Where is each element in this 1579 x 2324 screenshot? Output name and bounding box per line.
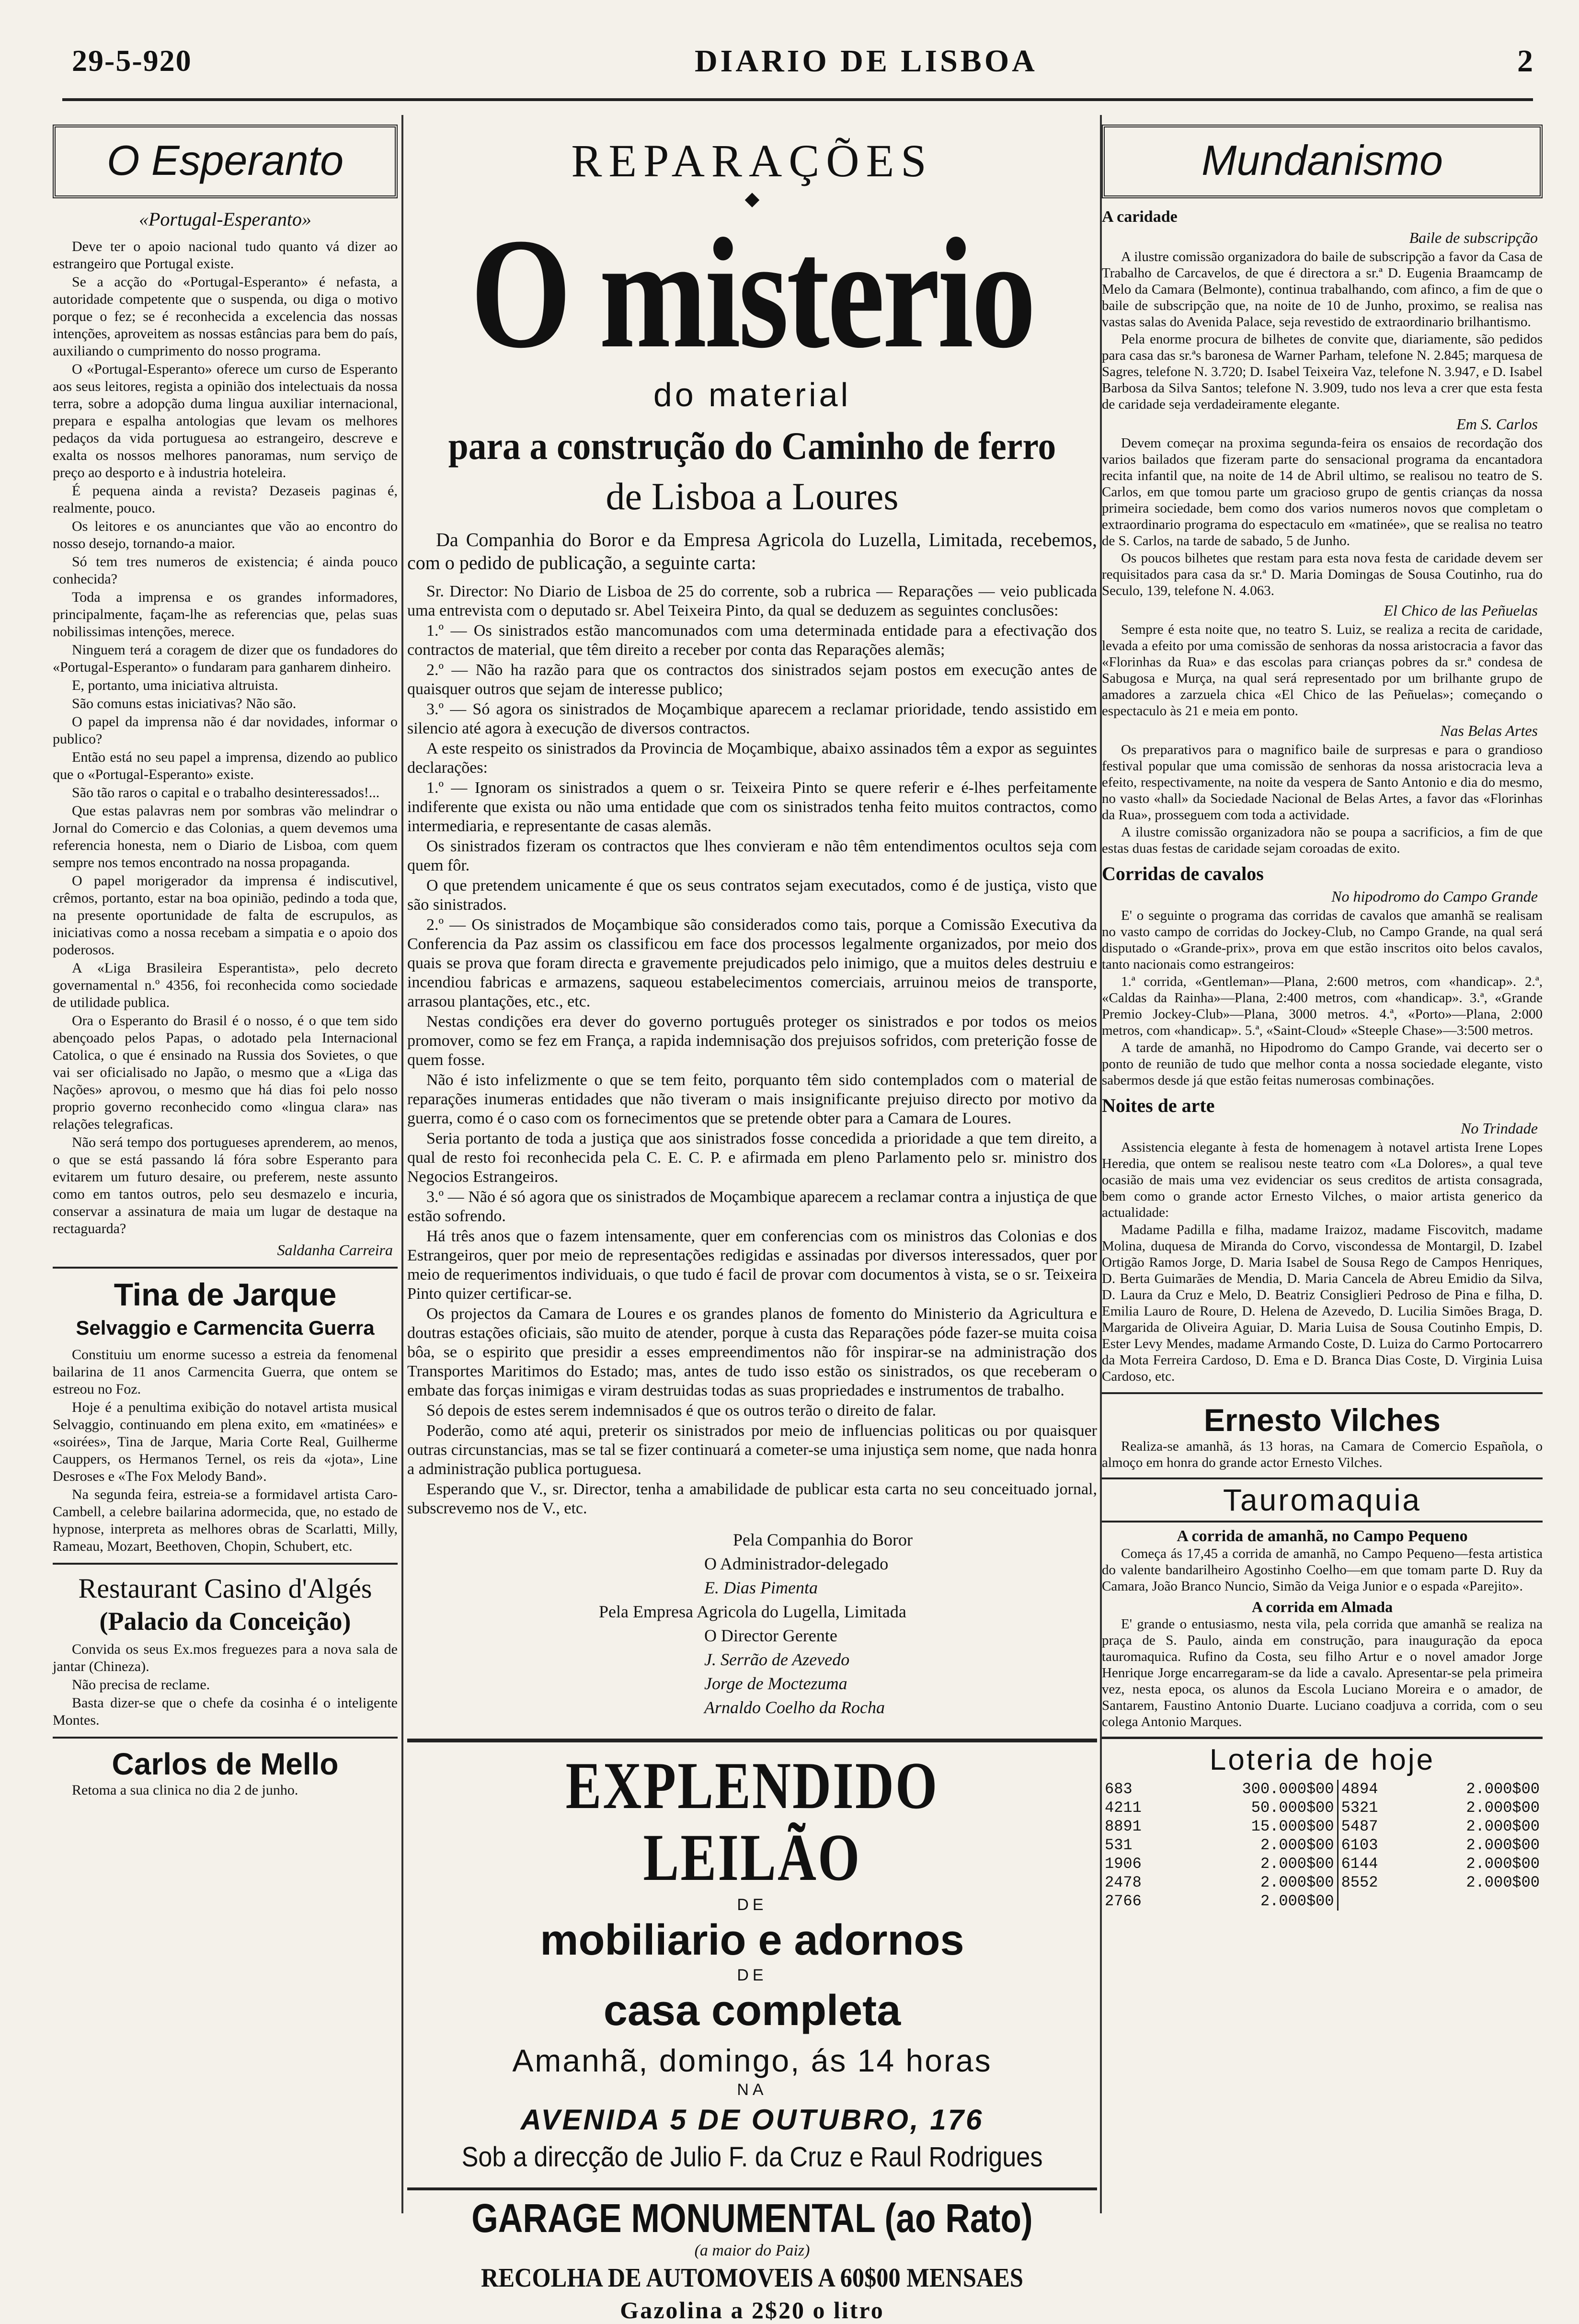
signature-line: J. Serrão de Azevedo (704, 1650, 850, 1669)
ticket-number: 8891 (1105, 1818, 1142, 1835)
masthead (72, 34, 1533, 86)
auction-title: EXPLENDIDO LEILÃO (565, 1749, 939, 1895)
section-title: Noites de arte (1102, 1095, 1215, 1116)
caridade-article (1102, 249, 1543, 412)
paragraph: Não será tempo dos portugueses aprenderem, ao menos, o que se está passando lá fóra sobre Esperanto para evitarem um futuro desaire, ou preferem, neste assunto como em tantos outros, pelo seu desmazelo e incuria, conservar a assinatura de maia um lugar de destaque na rectaguarda? (53, 1134, 398, 1236)
auction-date: Amanhã, domingo, ás 14 horas (512, 2043, 992, 2078)
issue-date: 29-5-920 (72, 44, 192, 78)
paragraph: São comuns estas iniciativas? Não são. (72, 696, 297, 711)
paragraph: Não precisa de reclame. (72, 1677, 210, 1693)
paragraph: São tão raros o capital e o trabalho desinteressados!... (72, 785, 380, 801)
paragraph: 1.ª corrida, «Gentleman»—Plana, 2:600 metros, com «handicap». 2.ª, «Caldas da Rainha»—Plana, 2:400 metros, com «handicap». 3.ª, «Grande Premio Jockey-Club»—Plana, 3000 metros. 4.ª, «Porto»—Plana, 2:000 metros, com «handicap». 5.ª, «Saint-Cloud» «Steeple Chase»—3:500 metros. (1102, 974, 1543, 1038)
signature-line: Pela Empresa Agricola do Lugella, Limitada (599, 1602, 906, 1621)
paragraph: Se a acção do «Portugal-Esperanto» é nefasta, a autoridade competente que o suspenda, ou diga o motivo porque o fez; se é reconhecida a excelencia das nossas intenções, aproveitem as nossas estâncias para bem do país, auxiliando o cumprimento do nosso programa. (53, 274, 398, 359)
paragraph: Esperando que V., sr. Director, tenha a amabilidade de publicar esta carta no seu conceituado jornal, subscrevemo nos de V., etc. (407, 1480, 1097, 1517)
column-divider (401, 115, 403, 2213)
section-title: A caridade (1102, 208, 1178, 226)
loteria-row (1102, 1892, 1543, 1911)
letter-body (407, 582, 1097, 1518)
paragraph: A este respeito os sinistrados da Provincia de Moçambique, abaixo assinados têm a expor as seguintes declarações: (407, 740, 1097, 777)
paragraph: Seria portanto de toda a justiça que aos sinistrados fosse concedida a prioridade a que tem direito, a qual de resto foi reconhecida pela C. E. C. P. e afirmada em pleno Parlamento pelo sr. ministro dos Negocios Estrangeiros. (407, 1130, 1097, 1186)
section-subtitle: El Chico de las Peñuelas (1384, 602, 1538, 619)
paragraph: O papel morigerador da imprensa é indiscutivel, crêmos, portanto, estar na boa opinião, pedindo a toda que, na presente oportunidade de falta de escrupulos, as iniciativas como a nossa recebam a simpatia e o apoio dos poderosos. (53, 873, 398, 958)
paragraph: O que pretendem unicamente é que os seus contratos sejam executados, como é de justiça, visto que são sinistrados. (407, 877, 1097, 914)
paragraph: O «Portugal-Esperanto» oferece um curso de Esperanto aos seus leitores, regista a opinião dos intelectuais da nossa terra, sobre a adopção duma lingua auxiliar internacional, prepara e espalha antologias que levam os melhores pedaços da vida portuguesa ao estrangeiro, descreve e exalta os nossos melhores panoramas, num serviço de preço ao desporto e à industria hoteleira. (53, 361, 398, 481)
ticket-number: 8552 (1341, 1874, 1378, 1891)
paragraph: Toda a imprensa e os grandes informadores, principalmente, façam-lhe as referencias que, pelas suas nobilissimas intenções, merece. (53, 589, 398, 640)
loteria-table (1102, 1780, 1543, 1911)
garage-title: GARAGE MONUMENTAL (ao Rato) (471, 2196, 1033, 2241)
ticket-number: 1906 (1105, 1855, 1142, 1873)
paragraph: Poderão, como até aqui, preterir os sinistrados por meio de influencias politicas ou por quaisquer outras circunstancias, mas se tal se fizer continuará a cometer-se uma injustiça sem nome, que nada honra a administração publica portuguesa. (407, 1422, 1097, 1478)
tauromaquia-text: E' grande o entusiasmo, nesta vila, pela corrida que amanhã se realiza na praça de S. Paulo, ainda em construção, para inauguração da epoca tauromaquica. Rufino da Costa, seu filho Artur e o novel amador Jorge Henrique Jorge encarregaram-se da lide a cavalo. Apresentar-se pela primeira vez, nesta epoca, os alunos da Escola Luciano Moreira e o amador, de Santarem, Faustino Antonio Duarte. Luciano coadjuva a corrida, com o seu colega Antonio Marques. (1102, 1616, 1543, 1729)
paragraph: A tarde de amanhã, no Hipodromo do Campo Grande, vai decerto ser o ponto de reunião de tudo que melhor conta a nossa sociedade elegante, visto sabermos desde já que estão feitas numerosas combinações. (1102, 1040, 1543, 1088)
ticket-number: 683 (1105, 1780, 1133, 1798)
auction-address: AVENIDA 5 DE OUTUBRO, 176 (520, 2104, 984, 2136)
signature-line: Arnaldo Coelho da Rocha (704, 1698, 885, 1717)
ticket-number: 5487 (1341, 1818, 1378, 1835)
paragraph: Os leitores e os anunciantes que vão ao encontro do nosso desejo, tornando-a maior. (53, 518, 398, 551)
loteria-row (1102, 1780, 1543, 1798)
garage-fuel: Gazolina a 2$20 o litro (620, 2297, 884, 2324)
auction-connector: DE (737, 1896, 767, 1914)
paragraph: Os projectos da Camara de Loures e os grandes planos de fomento do Ministerio da Agricultura e doutras estações oficiais, são muito de atender, porque à custa das Reparações póde fazer-se muita coisa bôa, se o espirito que presidir a esses empreendimentos não fôr inspirar-se na administração dos Transportes Maritimos do Estado; mas, antes de tudo isso estão os sinistrados, os que receberam o embate das forças inimigas e viram destruidas todas as suas propriedades e instrumentos de trabalho. (407, 1305, 1097, 1399)
esperanto-article (53, 238, 398, 1237)
paragraph: Os preparativos para o magnifico baile de surpresas e para o grandioso festival popular que uma comissão de senhoras da nossa aristocracia leva a efeito, respectivamente, na noite da vespera de Santo Antonio e dia do mesmo, no vasto «hall» da Sociedade Nacional de Belas Artes, a favor das «Florinhas da Rua», prosseguem com toda a actividade. (1102, 742, 1543, 823)
auction-line: mobiliario e adornos (540, 1916, 964, 1964)
signature-line: Jorge de Moctezuma (704, 1674, 847, 1693)
paragraph: Na segunda feira, estreia-se a formidavel artista Caro-Cambell, a celebre bailarina adormecida, que, no estado de hypnose, interpreta as melhores obras de Scarlatti, Milly, Rameau, Mozart, Beethoven, Chopin, Schubert, etc. (53, 1487, 398, 1554)
signature-line: Pela Companhia do Boror (733, 1530, 913, 1549)
esperanto-subtitle: «Portugal-Esperanto» (139, 208, 311, 230)
paragraph: A ilustre comissão organizadora do baile de subscripção a favor da Casa de Trabalho de Carcavelos, de que é directora a sr.ª D. Eugenia Braamcamp de Melo da Camara (Belmonte), continua trabalhando, com afinco, a fim de que o baile de subscripção que, na noite de 10 de Junho, proximo, se realisa nas vastas salas do Avenida Palace, seja revestido de extraordinario brilhantismo. (1102, 249, 1543, 330)
section-subtitle: Nas Belas Artes (1440, 722, 1538, 739)
ticket-number: 2766 (1105, 1892, 1142, 1910)
prize-value: 50.000$00 (1173, 1798, 1338, 1817)
paragraph: O papel da imprensa não é dar novidades, informar o publico? (53, 714, 398, 747)
auction-direction: Sob a direcção de Julio F. da Cruz e Raul Rodrigues (461, 2141, 1043, 2173)
tauromaquia-subtitle: A corrida de amanhã, no Campo Pequeno (1177, 1527, 1468, 1545)
paragraph: A ilustre comissão organizadora não se poupa a sacrificios, a fim de que estas duas festas de caridade sejam coroadas de exito. (1102, 824, 1543, 856)
corridas-article (1102, 907, 1543, 1088)
signature-line: O Director Gerente (704, 1626, 837, 1645)
paragraph: Devem começar na proxima segunda-feira os ensaios de recordação dos varios bailados que fizeram parte do sensacional programa da encantadora recita infantil que, na noite de 14 de Abril ultimo, se realisou no teatro de S. Carlos, em que tomou parte um gracioso grupo de gentis crianças da nossa primeira sociedade, bem como dos varios numeros novos que completam o extraordinario programa do espectaculo em «matinée», que se realisa no teatro de S. Carlos, na tarde de sabado, 5 de Junho. (1102, 435, 1543, 549)
paragraph: Os poucos bilhetes que restam para esta nova festa de caridade devem ser requisitados para casa da sr.ª D. Maria Domingas de Sousa Coutinho, rua do Seculo, 139, telefone N. 4.063. (1102, 550, 1543, 598)
section-subtitle: No hipodromo do Campo Grande (1331, 888, 1538, 905)
loteria-row (1102, 1836, 1543, 1855)
prize-value: 2.000$00 (1466, 1855, 1540, 1873)
ticket-number: 5321 (1341, 1799, 1378, 1817)
ticket-number: 531 (1105, 1836, 1133, 1854)
prize-value: 2.000$00 (1173, 1855, 1338, 1873)
paragraph: Constituiu um enorme sucesso a estreia da fenomenal bailarina de 11 anos Carmencita Guerra, que ontem se estreou no Foz. (53, 1347, 398, 1397)
prize-value: 300.000$00 (1173, 1780, 1338, 1798)
newspaper-title: DIARIO DE LISBOA (695, 44, 1038, 79)
penuelas-article (1102, 621, 1543, 719)
esperanto-header: O Esperanto (53, 125, 398, 198)
kicker: REPARAÇÕES (571, 135, 933, 186)
prize-value: 2.000$00 (1173, 1873, 1338, 1892)
masthead-rule (62, 98, 1533, 101)
loteria-row (1102, 1817, 1543, 1836)
ticket-number: 2478 (1105, 1874, 1142, 1891)
ornament: ◆ (744, 188, 760, 209)
headline: O misterio (470, 206, 1034, 381)
belas-article (1102, 742, 1543, 857)
divider (1102, 1392, 1543, 1394)
subheadline-3: de Lisboa a Loures (606, 476, 899, 518)
paragraph: Que estas palavras nem por sombras vão melindrar o Jornal do Comercio e das Colonias, a quem devemos uma referencia honesta, nem o Diario de Lisboa, com quem sempre nos temos encontrado na nossa propaganda. (53, 803, 398, 870)
prize-value: 2.000$00 (1173, 1892, 1338, 1911)
tina-subtitle: Selvaggio e Carmencita Guerra (76, 1317, 375, 1339)
mundanismo-header: Mundanismo (1102, 125, 1543, 198)
paragraph: Basta dizer-se que o chefe da cosinha é o inteligente Montes. (53, 1695, 398, 1728)
ticket-number: 4894 (1341, 1780, 1378, 1798)
tauromaquia-text: Começa ás 17,45 a corrida de amanhã, no Campo Pequeno—festa artistica do valente bandarilheiro Agostinho Coelho—em que tomam parte D. Ruy da Camara, João Branco Nuncio, Simão da Veiga Junior e o espada «Parejito». (1102, 1546, 1543, 1594)
paragraph: Então está no seu papel a imprensa, dizendo ao publico que o «Portugal-Esperanto» existe. (53, 749, 398, 782)
paragraph: Sempre é esta noite que, no teatro S. Luiz, se realiza a recita de caridade, levada a efeito por uma comissão de senhoras da nossa aristocracia a favor das «Florinhas da Rua» e das escolas para crianças pobres da sr.ª condesa de Sabugosa e Murça, na qual será representado por um brilhante grupo de amadores a zarzuela chica «El Chico de las Peñuelas»; começando o espectaculo às 21 e meia em ponto. (1102, 622, 1543, 719)
paragraph: Os sinistrados fizeram os contractos que lhes convieram e não têm entendimentos ocultos seja com quem fôr. (407, 837, 1097, 874)
subheadline-1: do material (653, 376, 851, 413)
paragraph: 1.º — Ignoram os sinistrados a quem o sr. Teixeira Pinto se quere referir e é-lhes perfeitamente indiferente que exista ou não uma entidade que com os sinistrados tenha feito muitos contractos, como intermediaria, e representante de casas alemãs. (407, 779, 1097, 835)
paragraph: 1.º — Os sinistrados estão mancomunados com uma determinada entidade para a efectivação dos contractos de material, que têm direito a receber por conta das Reparações alemãs; (407, 622, 1097, 659)
prize-value: 2.000$00 (1466, 1836, 1540, 1854)
paragraph: Madame Padilla e filha, madame Iraizoz, madame Fiscovitch, madame Molina, duquesa de Miranda do Corvo, viscondessa de Montargil, D. Izabel Ortigão Ramos Jorge, D. Maria Isabel de Sousa Rego de Campos Henriques, D. Berta Guimarães de Mendia, D. Maria Cancela de Abreu Emidio da Silva, D. Laura da Cruz e Melo, D. Beatriz Consiglieri Pedroso de Pina e filha, D. Emilia Lauro de Roure, D. Helena de Azevedo, D. Lucilia Simões Braga, D. Margarida de Oliveira Aguiar, D. Maria Luisa de Sousa Coutinho Empis, D. Ester Levy Mendes, madame Armando Coste, D. Luiza do Carmo Portocarrero da Mota Ferreira Cardoso, D. Ema e D. Branca Dias Coste, D. Virginia Luisa Cardoso, etc. (1102, 1222, 1543, 1384)
tauromaquia-title: Tauromaquia (1102, 1477, 1543, 1523)
paragraph: Só tem tres numeros de existencia; é ainda pouco conhecida? (53, 554, 398, 587)
loteria-row (1102, 1855, 1543, 1873)
prize-value: 2.000$00 (1466, 1818, 1540, 1835)
restaurant-title: Restaurant Casino d'Algés (78, 1573, 372, 1604)
paragraph: Pela enorme procura de bilhetes de convite que, diariamente, são pedidos para casa das sr.ªs baronesa de Warner Parham, telefone N. 2.845; marquesa de Sagres, telefone N. 3.720; D. Isabel Teixeira Vaz, telefone N. 3.947, e D. Isabel Barbosa da Silva Santos; telefone N. 3.909, tudo nos leva a crer que esta festa de caridade seja verdadeiramente elegante. (1102, 332, 1543, 412)
restaurant-ad (53, 1641, 398, 1729)
restaurant-subtitle: (Palacio da Conceição) (99, 1607, 351, 1636)
auction-connector: NA (737, 2081, 767, 2099)
prize-value: 2.000$00 (1466, 1874, 1540, 1891)
garage-offer: RECOLHA DE AUTOMOVEIS A 60$00 MENSAES (481, 2263, 1023, 2293)
paragraph: 3.º — Não é só agora que os sinistrados de Moçambique aparecem a reclamar contra a injustiça de que estão sofrendo. (407, 1188, 1097, 1225)
garage-tagline: (a maior do Paiz) (694, 2242, 810, 2259)
prize-value: 2.000$00 (1466, 1780, 1540, 1798)
paragraph: Hoje é a penultima exibição do notavel artista musical Selvaggio, continuando em plena exito, em «matinées» e «soirées», Tina de Jarque, Maria Corte Real, Guilherme Cauppers, os Hermanos Ternel, os reis da «jota», Line Desroses e «The Fox Melody Band». (53, 1399, 398, 1484)
loteria-row (1102, 1798, 1543, 1817)
garage-ad (407, 2187, 1097, 2324)
page-number: 2 (1517, 44, 1533, 79)
auction-line: casa completa (603, 1987, 901, 2035)
paragraph: E, portanto, uma iniciativa altruista. (72, 677, 278, 693)
paragraph: A «Liga Brasileira Esperantista», pelo decreto governamental n.º 4356, foi reconhecida como sociedade de utilidade publica. (53, 960, 398, 1010)
ticket-number: 6103 (1341, 1836, 1378, 1854)
paragraph: 2.º — Os sinistrados de Moçambique são considerados como tais, porque a Comissão Executiva da Conferencia da Paz assim os classificou em face dos processos legalmente organizados, por meio dos quais se prova que foram directa e gravemente prejudicados pelo inimigo, que a muitos deles destruiu e incendiou fabricas e armazens, saqueou estabelecimentos comerciais, arruinou meios de transporte, arrasou plantações, etc., etc. (407, 916, 1097, 1010)
section-subtitle: No Trindade (1461, 1120, 1538, 1137)
subheadline-2: para a construção do Caminho de ferro (448, 424, 1056, 468)
prize-value (1410, 1892, 1543, 1911)
tauromaquia-subtitle: A corrida em Almada (1251, 1598, 1393, 1615)
tina-title: Tina de Jarque (114, 1277, 337, 1312)
paragraph: Só depois de estes serem indemnisados é que os outros terão o direito de falar. (426, 1402, 937, 1420)
ernesto-title: Ernesto Vilches (1203, 1402, 1441, 1438)
carlos-text: Retoma a sua clinica no dia 2 de junho. (72, 1782, 298, 1798)
paragraph: Nestas condições era dever do governo português proteger os sinistrados e por todos os meios promover, como se fez em França, a rapida indemnisação dos prejuisos sofridos, com preterição fosse de quem fosse. (407, 1013, 1097, 1069)
section-subtitle: Em S. Carlos (1456, 415, 1538, 433)
paragraph: Ora o Esperanto do Brasil é o nosso, é o que tem sido abençoado pelos Papas, o adotado pela Internacional Catolica, o que é ensinado na Russia dos Sovietes, o que vai ser oficialisado no Japão, o mesmo que a «Liga das Nações» aprovou, o mesmo que há dias foi pelo nosso proprio governo reconhecido como «lingua clara» nas relações telegraficas. (53, 1013, 398, 1132)
arte-article (1102, 1139, 1543, 1385)
left-column (53, 125, 398, 2204)
paragraph: Não é isto infelizmente o que se tem feito, porquanto têm sido contemplados com o material de reparações inumeras entidades que não tiveram o mais insignificante prejuiso directo por motivo da guerra, como é o caso com os fornecimentos que se pretende obter para a Camara de Loures. (407, 1071, 1097, 1127)
scarlos-article (1102, 435, 1543, 599)
paragraph: Sr. Director: No Diario de Lisboa de 25 do corrente, sob a rubrica — Reparações — veio publicada uma entrevista com o deputado sr. Abel Teixeira Pinto, da qual se deduzem as seguintes conclusões: (407, 583, 1097, 619)
paragraph: Ninguem terá a coragem de dizer que os fundadores do «Portugal-Esperanto» o fundaram para ganharem dinheiro. (53, 642, 398, 675)
signature-line: E. Dias Pimenta (704, 1578, 818, 1597)
prize-value: 15.000$00 (1173, 1817, 1338, 1836)
ernesto-text: Realiza-se amanhã, ás 13 horas, na Camara de Comercio Española, o almoço em honra do grande actor Ernesto Vilches. (1102, 1439, 1543, 1470)
ticket-number: 4211 (1105, 1799, 1142, 1817)
paragraph: 3.º — Só agora os sinistrados de Moçambique aparecem a reclamar prioridade, tendo assistido em silencio até agora à execução de diversos contractos. (407, 700, 1097, 737)
paragraph: É pequena ainda a revista? Dezaseis paginas é, realmente, pouco. (53, 483, 398, 516)
auction-connector: DE (737, 1966, 767, 1984)
prize-value: 2.000$00 (1173, 1836, 1338, 1855)
paragraph: Assistencia elegante à festa de homenagem à notavel artista Irene Lopes Heredia, que ontem se realisou neste teatro com «La Dolores», a qual teve ocasião de mais uma vez evidenciar os seus creditos de artista consagrada, bem como o grande actor Ernesto Vilches, o maior artista generico da actualidade: (1102, 1140, 1543, 1220)
loteria-title: Loteria de hoje (1102, 1737, 1543, 1777)
section-title: Corridas de cavalos (1102, 863, 1264, 884)
paragraph: Convida os seus Ex.mos freguezes para a nova sala de jantar (Chineza). (53, 1641, 398, 1674)
divider (53, 1737, 398, 1739)
divider (53, 1563, 398, 1565)
prize-value: 2.000$00 (1466, 1799, 1540, 1817)
tina-article (53, 1346, 398, 1555)
paragraph: Há três anos que o fazem intensamente, quer em conferencias com os ministros das Colonias e dos Estrangeiros, quer por meio de representações redigidas e assinadas por diversos interessados, quer por meio de requerimentos individuais, o que tudo é facil de provar com documentos à vista, se o sr. Teixeira Pinto quizer certificar-se. (407, 1227, 1097, 1303)
article-intro: Da Companhia do Boror e da Empresa Agricola do Luzella, Limitada, recebemos, com o pedido de publicação, a seguinte carta: (407, 529, 1097, 573)
carlos-title: Carlos de Mello (112, 1747, 339, 1781)
esperanto-signature: Saldanha Carreira (277, 1241, 393, 1259)
divider (53, 1267, 398, 1269)
paragraph: 2.º — Não ha razão para que os contractos dos sinistrados sejam postos em execução antes de quaisquer outros que sejam de interesse publico; (407, 661, 1097, 698)
section-subtitle: Baile de subscripção (1409, 229, 1538, 246)
ticket-number: 6144 (1341, 1855, 1378, 1873)
paragraph: Deve ter o apoio nacional tudo quanto vá dizer ao estrangeiro que Portugal existe. (53, 239, 398, 272)
paragraph: E' o seguinte o programa das corridas de cavalos que amanhã se realisam no vasto campo de corridas do Jockey-Club, no Campo Grande, na qual será disputado o «Grande-prix», prova em que estão inscritos oito belos cavalos, tanto nacionais como estrangeiros: (1102, 908, 1543, 972)
ticket-number (1338, 1892, 1410, 1911)
loteria-row (1102, 1873, 1543, 1892)
right-column (1102, 125, 1543, 2204)
letter-signatures (599, 1528, 1097, 1719)
auction-ad (407, 1739, 1097, 2173)
middle-column (407, 125, 1097, 2324)
signature-line: O Administrador-delegado (704, 1554, 889, 1573)
